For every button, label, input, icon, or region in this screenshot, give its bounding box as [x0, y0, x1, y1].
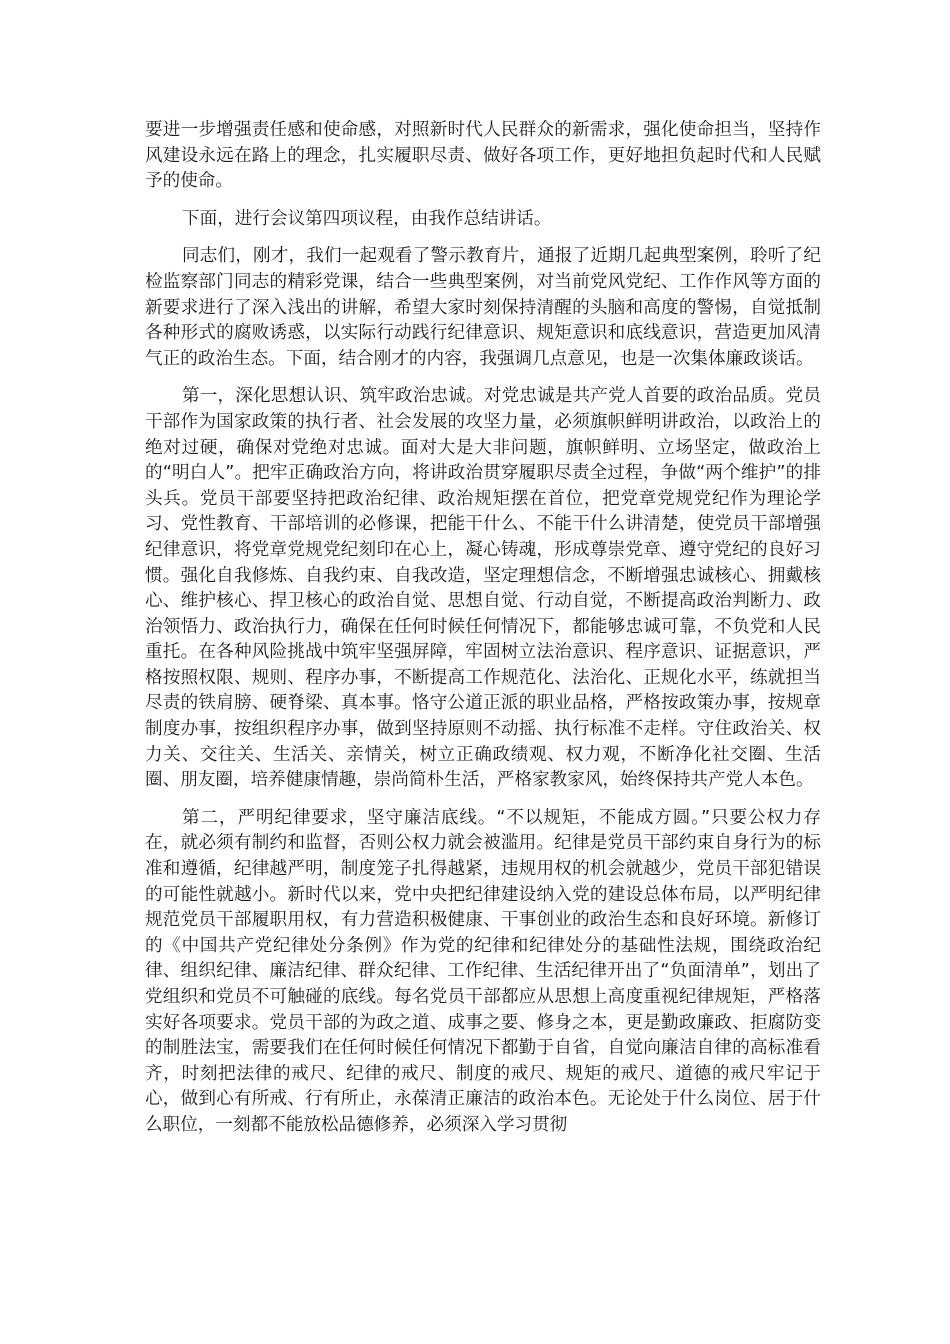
document-page — [145, 118, 821, 1151]
paragraph-intro: 同志们，刚才，我们一起观看了警示教育片，通报了近期几起典型案例，聆听了纪检监察部门同志的精彩党课，结合一些典型案例，对当前党风党纪、工作作风等方面的新要求进行了深入浅出的讲解，希望大家时刻保持清醒的头脑和高度的警惕，自觉抵制各种形式的腐败诱惑，以实际行动践行纪律意识、规矩意识和底线意识，营造更加风清气正的政治生态。下面，结合刚才的内容，我强调几点意见，也是一次集体廉政谈话。 — [145, 246, 821, 369]
paragraph-continuation: 要进一步增强责任感和使命感，对照新时代人民群众的新需求，强化使命担当，坚持作风建设永远在路上的理念，扎实履职尽责、做好各项工作，更好地担负起时代和人民赋予的使命。 — [145, 120, 821, 192]
paragraph-point-one: 第一，深化思想认识、筑牢政治忠诚。对党忠诚是共产党人首要的政治品质。党员干部作为国家政策的执行者、社会发展的攻坚力量，必须旗帜鲜明讲政治，以政治上的绝对过硬，确保对党绝对忠诚。面对大是大非问题，旗帜鲜明、立场坚定，做政治上的“明白人”。把牢正确政治方向，将讲政治贯穿履职尽责全过程，争做“两个维护”的排头兵。党员干部要坚持把政治纪律、政治规矩摆在首位，把党章党规党纪作为理论学习、党性教育、干部培训的必修课，把能干什么、不能干什么讲清楚，使党员干部增强纪律意识，将党章党规党纪刻印在心上，凝心铸魂，形成尊崇党章、遵守党纪的良好习惯。强化自我修炼、自我约束、自我改造，坚定理想信念，不断增强忠诚核心、拥戴核心、维护核心、捍卫核心的政治自觉、思想自觉、行动自觉，不断提高政治判断力、政治领悟力、政治执行力，确保在任何时候任何情况下，都能够忠诚可靠，不负党和人民重托。在各种风险挑战中筑牢坚强屏障，牢固树立法治意识、程序意识、证据意识，严格按照权限、规则、程序办事，不断提高工作规范化、法治化、正规化水平，练就担当尽责的铁肩膀、硬脊梁、真本事。恪守公道正派的职业品格，严格按政策办事，按规章制度办事，按组织程序办事，做到坚持原则不动摇、执行标准不走样。守住政治关、权力关、交往关、生活关、亲情关，树立正确政绩观、权力观，不断净化社交圈、生活圈、朋友圈，培养健康情趣，崇尚简朴生活，严格家教家风，始终保持共产党人本色。 — [145, 386, 821, 791]
paragraph-agenda: 下面，进行会议第四项议程，由我作总结讲话。 — [182, 208, 552, 229]
paragraph-point-two: 第二，严明纪律要求，坚守廉洁底线。“不以规矩，不能成方圆。”只要公权力存在，就必须有制约和监督，否则公权力就会被滥用。纪律是党员干部约束自身行为的标准和遵循，纪律越严明，制度笼子扎得越紧，违规用权的机会就越少，党员干部犯错误的可能性就越小。新时代以来，党中央把纪律建设纳入党的建设总体布局，以严明纪律规范党员干部履职用权，有力营造积极健康、干事创业的政治生态和良好环境。新修订的《中国共产党纪律处分条例》作为党的纪律和纪律处分的基础性法规，围绕政治纪律、组织纪律、廉洁纪律、群众纪律、工作纪律、生活纪律开出了“负面清单”，划出了党组织和党员不可触碰的底线。每名党员干部都应从思想上高度重视纪律规矩，严格落实好各项要求。党员干部的为政之道、成事之要、修身之本，更是勤政廉政、拒腐防变的制胜法宝，需要我们在任何时候任何情况下都勤于自省，自觉向廉洁自律的高标准看齐，时刻把法律的戒尺、纪律的戒尺、制度的戒尺、规矩的戒尺、道德的戒尺牢记于心，做到心有所戒、行有所止，永葆清正廉洁的政治本色。无论处于什么岗位、居于什么职位，一刻都不能放松品德修养，必须深入学习贯彻 — [145, 807, 821, 1135]
